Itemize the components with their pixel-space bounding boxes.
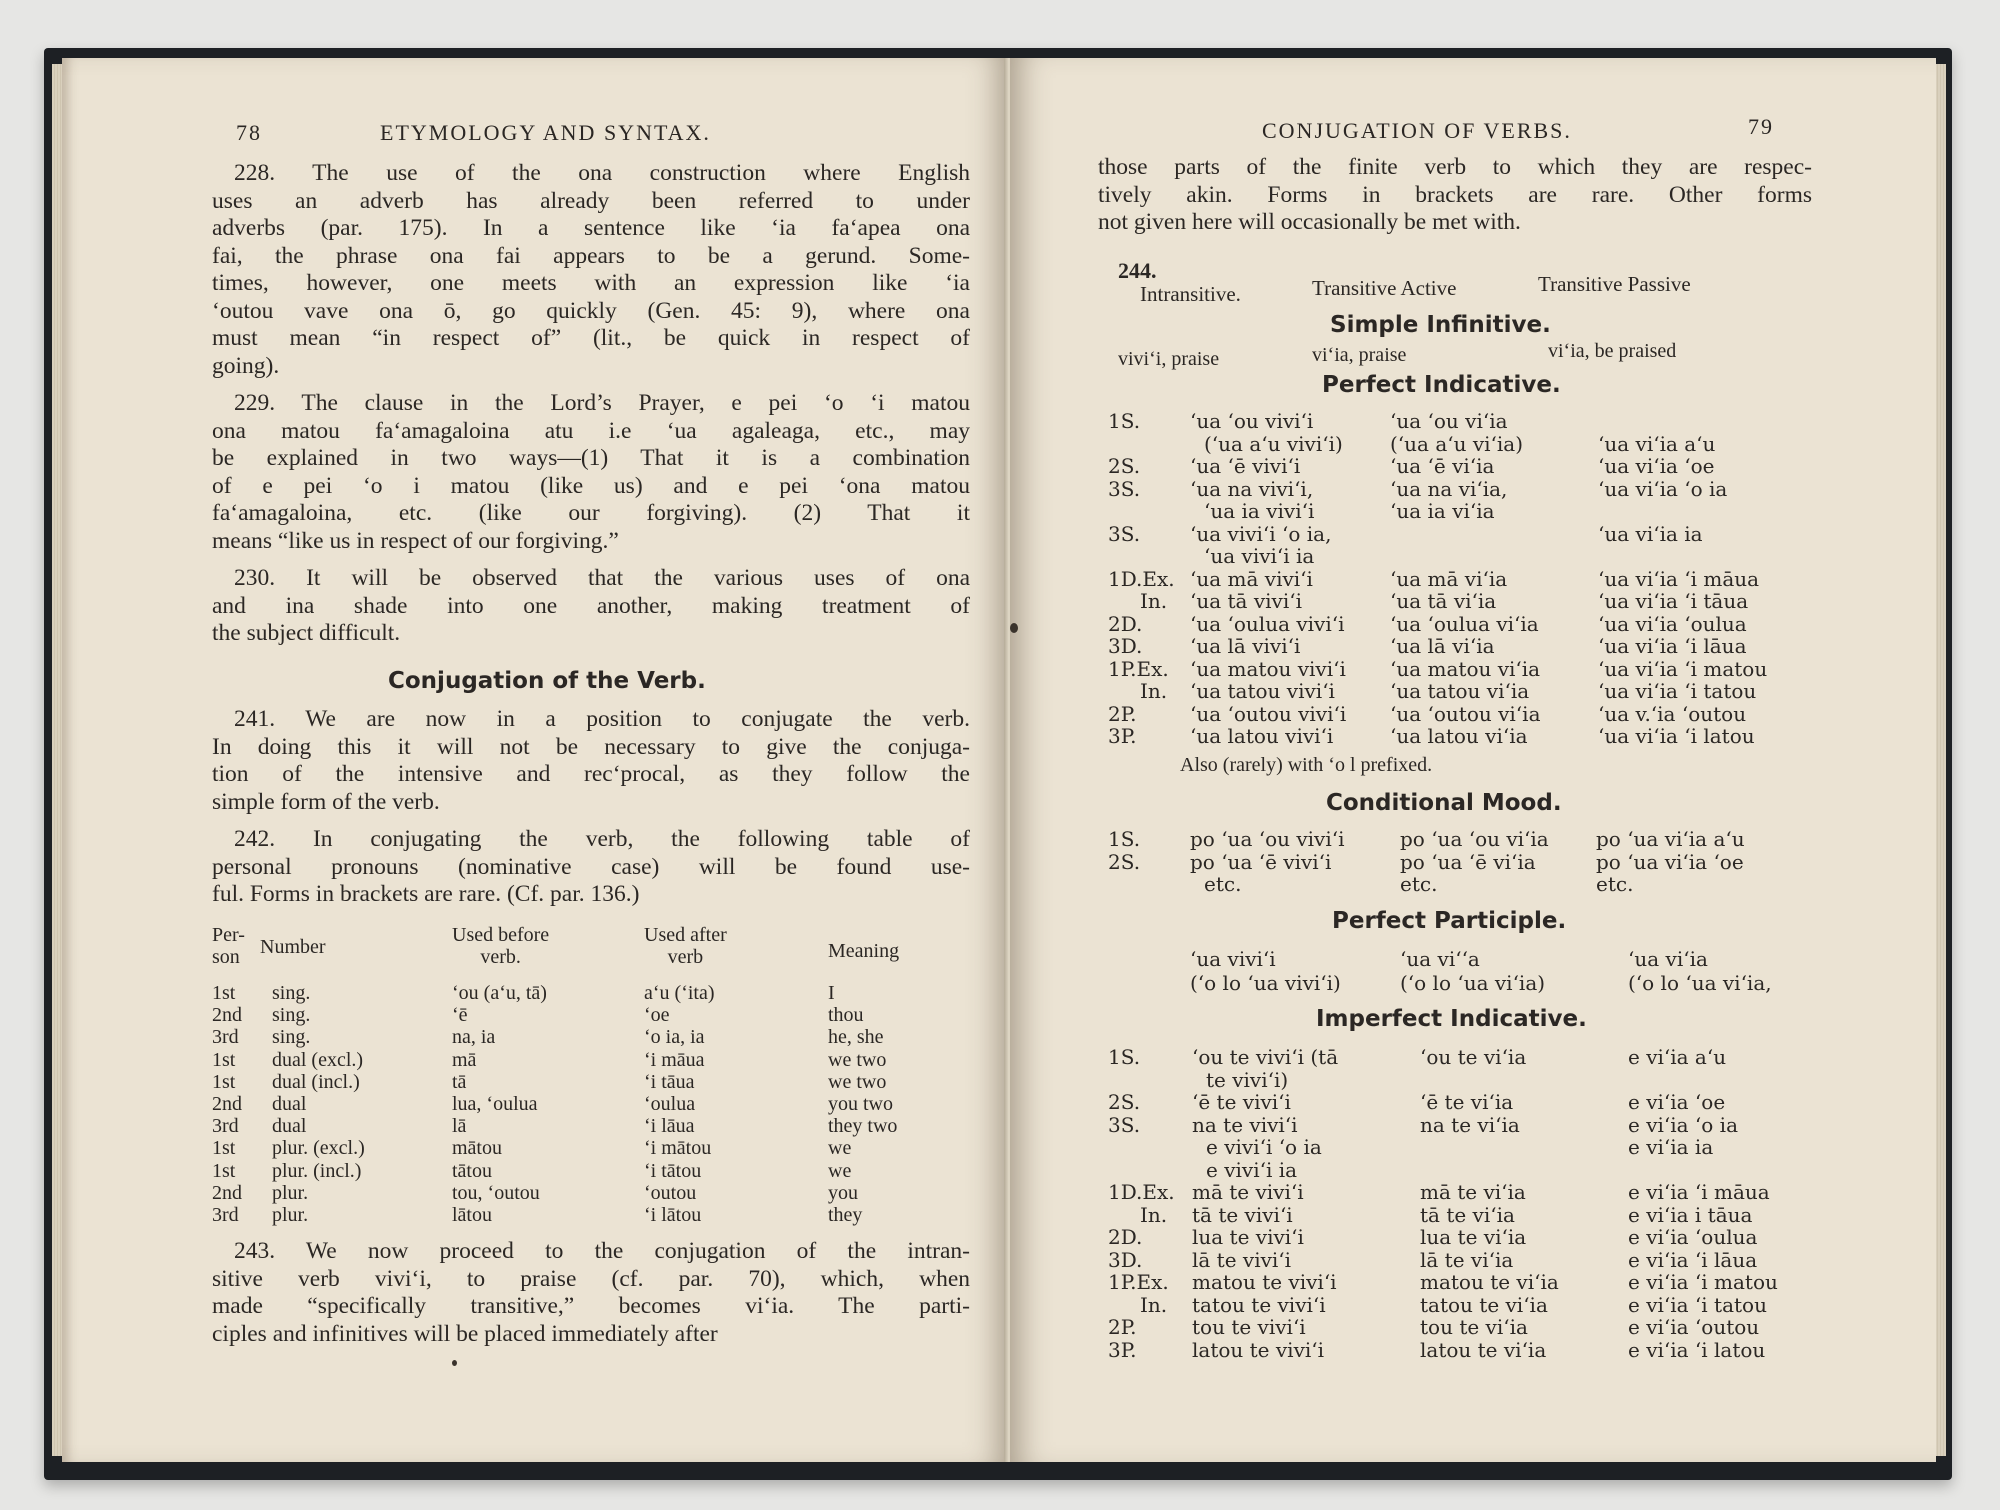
text-line: means “like us in respect of our forgiving.” — [212, 527, 619, 554]
table-cell: ‘ua vi‘ia a‘u — [1598, 431, 1716, 456]
person-label: In. — [1140, 1202, 1168, 1227]
text-line: fai, the phrase ona fai appears to be a gerund. Some- — [212, 242, 970, 269]
table-cell: we two — [828, 1070, 887, 1093]
table-cell: ‘ua vi‘ia ‘i matou — [1598, 656, 1768, 681]
table-cell: ‘ua mā vivi‘i — [1190, 566, 1313, 591]
table-cell: they — [828, 1204, 863, 1226]
table-cell: ‘ua vi‘ia — [1628, 947, 1708, 971]
person-label: 1D.Ex. — [1108, 566, 1175, 591]
table-cell: 2nd — [212, 1181, 242, 1204]
ink-speck — [452, 1360, 457, 1366]
table-cell: ‘ua vi‘ia ‘i latou — [1598, 724, 1755, 748]
left-page — [62, 58, 1008, 1462]
column-header: Meaning — [828, 940, 900, 962]
paragraph — [212, 826, 970, 909]
table-cell: ‘ua na vi‘ia, — [1390, 476, 1508, 501]
text-line: fa‘amagaloina, etc. (like our forgiving). (2) That it — [212, 500, 970, 526]
table-cell: sing. — [272, 1004, 311, 1027]
table-cell: ‘ua v.‘ia ‘outou — [1598, 701, 1747, 726]
paragraph — [212, 390, 970, 555]
column-head-transitive-active: Transitive Active — [1312, 276, 1457, 300]
table-cell: ‘ua mā vi‘ia — [1390, 566, 1508, 591]
person-label: 3D. — [1108, 1247, 1143, 1272]
table-cell: e vivi‘i ‘o ia — [1206, 1135, 1322, 1159]
perfect-indicative-table — [1108, 410, 1908, 780]
person-label: 3D. — [1108, 634, 1143, 658]
table-cell: (‘ua a‘u vi‘ia) — [1390, 431, 1524, 456]
text-line: times, however, one meets with an expression like ‘ia — [212, 270, 970, 296]
table-cell: lua te vivi‘i — [1192, 1225, 1304, 1249]
paragraph-number: 244. — [1118, 258, 1157, 283]
table-cell: tou te vi‘ia — [1420, 1315, 1528, 1339]
person-label: 2P. — [1108, 701, 1137, 726]
table-cell: 3rd — [212, 1115, 239, 1138]
page-number: 79 — [1748, 114, 1774, 139]
table-cell: e vi‘ia ‘i tatou — [1628, 1292, 1767, 1317]
text-line: 243. We now proceed to the conjugation of the intran- — [234, 1238, 970, 1264]
table-cell: ‘ua ‘oulua vi‘ia — [1390, 611, 1539, 636]
table-cell: ‘oulua — [644, 1093, 696, 1115]
intro-paragraph — [1098, 154, 1812, 237]
text-line: the subject difficult. — [212, 620, 401, 646]
table-cell: ‘ua ‘ou vivi‘i — [1190, 409, 1314, 433]
table-cell: ‘ua latou vi‘ia — [1390, 724, 1528, 748]
table-cell: ‘ua ‘ē vi‘ia — [1390, 454, 1495, 478]
table-cell: lua te vi‘ia — [1420, 1225, 1527, 1249]
table-cell: ‘ua tā vi‘ia — [1390, 589, 1497, 613]
table-cell: e vi‘ia ‘i latou — [1628, 1337, 1766, 1362]
table-cell: te vivi‘i) — [1206, 1067, 1289, 1092]
table-cell: ‘ua tatou vivi‘i — [1190, 679, 1335, 703]
table-cell: dual — [272, 1115, 307, 1138]
paragraph-block — [212, 706, 970, 919]
text-line: simple form of the verb. — [212, 788, 440, 815]
heading-imperfect-indicative: Imperfect Indicative. — [1316, 1006, 1587, 1032]
table-cell: e vi‘ia a‘u — [1628, 1045, 1727, 1069]
table-cell: po ‘ua ‘ou vivi‘i — [1190, 827, 1345, 851]
table-cell: tā te vivi‘i — [1192, 1202, 1293, 1227]
heading-perfect-indicative: Perfect Indicative. — [1322, 372, 1561, 398]
text-line: ona matou fa‘amagaloina atu i.e ‘ua agaleaga, etc., may — [212, 417, 970, 444]
table-cell: ‘ua vivi‘i — [1190, 947, 1276, 971]
table-cell: ‘ua ‘outou vivi‘i — [1190, 701, 1347, 726]
table-cell: e vi‘ia ‘oe — [1628, 1090, 1726, 1114]
table-cell: na te vivi‘i — [1192, 1112, 1298, 1137]
table-cell: 1st — [212, 1070, 236, 1093]
table-cell: ‘ē te vi‘ia — [1420, 1090, 1514, 1114]
column-head-intransitive: Intransitive. — [1140, 282, 1241, 306]
table-cell: po ‘ua vi‘ia ‘oe — [1596, 849, 1744, 874]
person-label: In. — [1140, 1292, 1168, 1317]
text-line: sitive verb vivi‘i, to praise (cf. par. 70), which, when — [212, 1265, 970, 1292]
perfect-participle-table — [1108, 948, 1908, 998]
text-line: those parts of the finite verb to which they are respec- — [1098, 154, 1812, 180]
table-cell: sing. — [272, 982, 311, 1004]
table-cell: ‘i tātou — [644, 1159, 702, 1182]
paragraph-block — [212, 1238, 970, 1348]
person-label: 1P.Ex. — [1108, 656, 1169, 681]
table-cell: 1st — [212, 982, 236, 1004]
table-cell: he, she — [828, 1026, 884, 1049]
heading-conditional-mood: Conditional Mood. — [1326, 790, 1562, 816]
text-line: be explained in two ways—(1) That it is a combination — [212, 445, 970, 471]
table-cell: lātou — [452, 1204, 492, 1226]
table-cell: ‘ua lā vivi‘i — [1190, 634, 1301, 658]
table-cell: ‘ua vi‘ia ‘i lāua — [1598, 634, 1747, 658]
person-label: 3S. — [1108, 1112, 1141, 1137]
table-cell: ‘ua latou vivi‘i — [1190, 724, 1334, 748]
person-label: 2S. — [1108, 1090, 1141, 1114]
table-cell: dual (excl.) — [272, 1048, 364, 1071]
table-cell: 3rd — [212, 1026, 239, 1049]
table-cell: etc. — [1204, 872, 1242, 896]
table-cell: ‘ua na vivi‘i, — [1190, 476, 1314, 501]
text-line: adverbs (par. 175). In a sentence like ‘ia fa‘apea ona — [212, 215, 970, 241]
conditional-mood-table — [1108, 828, 1908, 908]
table-cell: ‘i lāua — [644, 1115, 695, 1138]
text-line: ‘outou vave ona ō, go quickly (Gen. 45: 9), where ona — [212, 297, 970, 324]
table-cell: 1st — [212, 1137, 236, 1160]
right-page — [1010, 58, 1936, 1462]
text-line: going). — [212, 352, 280, 379]
person-label: 2D. — [1108, 611, 1143, 636]
paragraph — [212, 160, 970, 380]
table-cell: dual — [272, 1093, 307, 1115]
table-cell: we two — [828, 1048, 887, 1071]
table-cell: po ‘ua ‘ou vi‘ia — [1400, 827, 1549, 851]
person-label: 2S. — [1108, 454, 1141, 478]
table-cell: tatou te vi‘ia — [1420, 1292, 1548, 1317]
person-label: 3S. — [1108, 521, 1141, 546]
table-cell: you two — [828, 1093, 893, 1115]
table-cell: etc. — [1596, 872, 1634, 896]
column-header: Number — [260, 936, 326, 958]
table-cell: e vi‘ia ‘i māua — [1628, 1180, 1770, 1204]
table-cell: ‘ua vi‘ia ‘i tatou — [1598, 679, 1757, 703]
table-cell: e vi‘ia ‘i lāua — [1628, 1247, 1758, 1272]
running-head: CONJUGATION OF VERBS. — [1262, 118, 1572, 143]
table-cell: 2nd — [212, 1093, 242, 1115]
table-cell: plur. — [272, 1204, 309, 1226]
text-line: tively akin. Forms in brackets are rare. Other forms — [1098, 181, 1812, 208]
text-line: 242. In conjugating the verb, the following table of — [234, 826, 970, 852]
table-cell: 3rd — [212, 1204, 239, 1226]
column-header: Used before verb. — [452, 924, 550, 968]
table-cell: ‘ua vi‘ia ‘oulua — [1598, 611, 1747, 636]
table-cell: ‘ua ‘ou vi‘ia — [1390, 409, 1508, 433]
table-cell: ‘ou te vi‘ia — [1420, 1045, 1527, 1069]
text-line: 230. It will be observed that the various uses of ona — [234, 565, 970, 591]
infinitive-transitive-passive: vi‘ia, be praised — [1548, 340, 1677, 362]
text-line: ciples and infinitives will be placed immediately after — [212, 1320, 718, 1347]
table-cell: (‘o lo ‘ua vi‘ia) — [1400, 971, 1546, 995]
page-number: 78 — [236, 120, 262, 145]
table-cell: ‘ē te vivi‘i — [1192, 1090, 1291, 1114]
table-cell: e vi‘ia ‘i matou — [1628, 1270, 1778, 1294]
table-cell: they two — [828, 1115, 898, 1138]
table-cell: ‘ua vi‘ia ‘oe — [1598, 454, 1715, 478]
paragraph-block — [212, 160, 970, 658]
text-line: not given here will occasionally be met with. — [1098, 209, 1521, 235]
paragraph — [212, 565, 970, 648]
person-label: 2S. — [1108, 849, 1141, 874]
table-cell: 1st — [212, 1159, 236, 1182]
table-cell: ‘ua matou vi‘ia — [1390, 656, 1541, 681]
text-line: 228. The use of the ona construction where English — [234, 160, 970, 186]
table-cell: e vivi‘i ia — [1206, 1157, 1298, 1182]
table-cell: ‘ua vi‘ia ‘i māua — [1598, 566, 1760, 591]
table-cell: we — [828, 1137, 852, 1160]
person-label: In. — [1140, 589, 1168, 613]
table-cell: thou — [828, 1004, 864, 1027]
table-cell: ‘ua ia vi‘ia — [1390, 499, 1495, 523]
table-cell: e vi‘ia i tāua — [1628, 1202, 1753, 1227]
table-cell: ‘i māua — [644, 1048, 705, 1071]
table-cell: ‘ua ‘ē vivi‘i — [1190, 454, 1301, 478]
column-head-transitive-passive: Transitive Passive — [1538, 272, 1691, 296]
table-cell: mā te vi‘ia — [1420, 1180, 1526, 1204]
text-line: of e pei ‘o i matou (like us) and e pei ‘ona matou — [212, 472, 970, 499]
table-cell: tātou — [452, 1159, 492, 1182]
person-label: In. — [1140, 679, 1168, 703]
text-line: personal pronouns (nominative case) will be found use- — [212, 853, 970, 880]
table-cell: tou, ‘outou — [452, 1181, 540, 1204]
table-cell: (‘ua a‘u vivi‘i) — [1204, 431, 1343, 456]
person-label: 1S. — [1108, 1045, 1141, 1069]
table-cell: tā te vi‘ia — [1420, 1202, 1515, 1227]
table-cell: 1st — [212, 1048, 236, 1071]
person-label: 3S. — [1108, 476, 1141, 501]
table-cell: mātou — [452, 1137, 502, 1160]
table-cell: lā — [452, 1115, 467, 1138]
table-cell: ‘outou — [644, 1181, 697, 1204]
table-cell: etc. — [1400, 872, 1438, 896]
table-cell: na te vi‘ia — [1420, 1112, 1520, 1137]
table-cell: we — [828, 1159, 852, 1182]
person-label: 3P. — [1108, 724, 1137, 748]
person-label: 1D.Ex. — [1108, 1180, 1175, 1204]
running-head: ETYMOLOGY AND SYNTAX. — [380, 120, 711, 145]
heading-simple-infinitive: Simple Infinitive. — [1330, 312, 1551, 338]
text-line: uses an adverb has already been referred to under — [212, 187, 970, 214]
table-cell: lua, ‘oulua — [452, 1093, 538, 1115]
table-cell: ‘i lātou — [644, 1204, 702, 1226]
table-cell: lā te vivi‘i — [1192, 1247, 1292, 1272]
table-cell: you — [828, 1181, 858, 1204]
table-cell: tatou te vivi‘i — [1192, 1292, 1326, 1317]
table-cell: 2nd — [212, 1004, 242, 1027]
heading-perfect-participle: Perfect Participle. — [1332, 908, 1567, 934]
binding-thread — [1010, 623, 1018, 633]
table-cell: plur. — [272, 1181, 309, 1204]
table-cell: ‘ua vivi‘i ‘o ia, — [1190, 521, 1332, 546]
text-line: and ina shade into one another, making treatment of — [212, 592, 970, 619]
perfect-indicative-note: Also (rarely) with ‘o l prefixed. — [1180, 754, 1433, 776]
table-cell: po ‘ua ‘ē vivi‘i — [1190, 849, 1332, 874]
table-cell: ‘ua lā vi‘ia — [1390, 634, 1495, 658]
text-line: ful. Forms in brackets are rare. (Cf. par. 136.) — [212, 881, 640, 907]
column-header: Per- son — [212, 924, 245, 968]
person-label: 1S. — [1108, 409, 1141, 433]
text-line: 241. We are now in a position to conjugate the verb. — [234, 706, 970, 732]
person-label: 2D. — [1108, 1225, 1143, 1249]
person-label: 1P.Ex. — [1108, 1270, 1169, 1294]
table-cell: ‘i tāua — [644, 1070, 695, 1093]
infinitive-transitive-active: vi‘ia, praise — [1312, 344, 1407, 366]
column-header: Used after verb — [644, 924, 727, 968]
infinitive-intransitive: vivi‘i, praise — [1118, 348, 1220, 370]
table-cell: dual (incl.) — [272, 1070, 360, 1093]
table-cell: ‘ua matou vivi‘i — [1190, 656, 1346, 681]
text-line: In doing this it will not be necessary to give the conjuga- — [212, 733, 970, 760]
table-cell: ‘ē — [452, 1004, 468, 1027]
section-heading: Conjugation of the Verb. — [388, 668, 706, 694]
table-cell: sing. — [272, 1026, 311, 1049]
table-cell: e vi‘ia ia — [1628, 1135, 1714, 1159]
table-cell: e vi‘ia ‘outou — [1628, 1315, 1760, 1339]
table-cell: a‘u (‘ita) — [644, 982, 715, 1004]
table-cell: tā — [452, 1070, 467, 1093]
table-cell: e vi‘ia ‘o ia — [1628, 1112, 1738, 1137]
table-cell: plur. (excl.) — [272, 1137, 365, 1160]
table-cell: latou te vi‘ia — [1420, 1337, 1547, 1362]
table-cell: matou te vi‘ia — [1420, 1270, 1559, 1294]
table-cell: ‘ua vi‘ia ‘i tāua — [1598, 589, 1749, 613]
person-label: 1S. — [1108, 827, 1141, 851]
table-cell: e vi‘ia ‘oulua — [1628, 1225, 1758, 1249]
table-cell: ‘ua vivi‘i ia — [1204, 544, 1315, 568]
person-label: 3P. — [1108, 1337, 1137, 1362]
table-cell: mā te vivi‘i — [1192, 1180, 1304, 1204]
text-line: must mean “in respect of” (lit., be quick in respect of — [212, 325, 970, 351]
table-cell: ‘ua vi‘ia ‘o ia — [1598, 476, 1728, 501]
table-cell: ‘ua vi‘‘a — [1400, 947, 1480, 971]
table-cell: matou te vivi‘i — [1192, 1270, 1337, 1294]
table-cell: na, ia — [452, 1026, 496, 1049]
table-cell: lā te vi‘ia — [1420, 1247, 1514, 1272]
table-cell: ‘ua ‘oulua vivi‘i — [1190, 611, 1345, 636]
table-cell: po ‘ua ‘ē vi‘ia — [1400, 849, 1536, 874]
table-cell: ‘ua tā vivi‘i — [1190, 589, 1302, 613]
table-cell: tou te vivi‘i — [1192, 1315, 1306, 1339]
table-cell: ‘ua tatou vi‘ia — [1390, 679, 1530, 703]
table-cell: ‘ou (a‘u, tā) — [452, 982, 547, 1004]
table-cell: latou te vivi‘i — [1192, 1337, 1325, 1362]
table-cell: ‘ou te vivi‘i (tā — [1192, 1045, 1339, 1069]
text-line: made “specifically transitive,” becomes vi‘ia. The parti- — [212, 1293, 970, 1319]
table-cell: po ‘ua vi‘ia a‘u — [1596, 827, 1745, 851]
table-cell: ‘ua ia vivi‘i — [1204, 499, 1315, 523]
text-line: tion of the intensive and rec‘procal, as they follow the — [212, 761, 970, 787]
paragraph — [212, 706, 970, 816]
table-cell: ‘ua vi‘ia ia — [1598, 521, 1703, 546]
table-cell: (‘o lo ‘ua vivi‘i) — [1190, 971, 1341, 995]
table-cell: mā — [452, 1048, 477, 1071]
table-cell: (‘o lo ‘ua vi‘ia, — [1628, 971, 1772, 995]
pronoun-table — [212, 924, 972, 1284]
table-cell: ‘o ia, ia — [644, 1026, 705, 1049]
imperfect-indicative-table — [1108, 1046, 1908, 1426]
table-cell: ‘i mātou — [644, 1137, 712, 1160]
text-line: 229. The clause in the Lord’s Prayer, e pei ‘o ‘i matou — [234, 390, 970, 416]
table-cell: ‘ua ‘outou vi‘ia — [1390, 701, 1541, 726]
person-label: 2P. — [1108, 1315, 1137, 1339]
table-cell: ‘oe — [644, 1004, 670, 1027]
table-cell: plur. (incl.) — [272, 1159, 362, 1182]
table-cell: I — [828, 982, 835, 1004]
